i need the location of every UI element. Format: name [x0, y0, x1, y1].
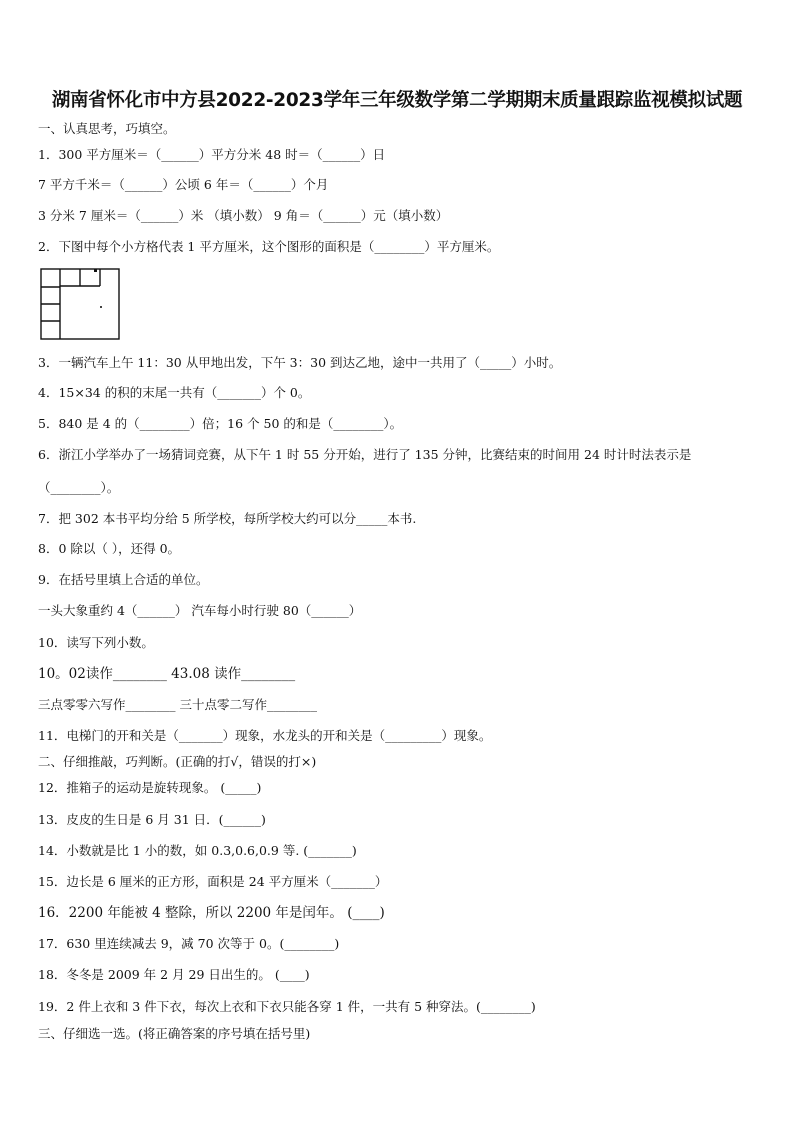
question-1-line-1: 1．300 平方厘米＝（______）平方分米 48 时＝（______）日	[38, 147, 386, 162]
question-2: 2．下图中每个小方格代表 1 平方厘米，这个图形的面积是（________）平方厘米。	[38, 239, 500, 254]
question-3: 3．一辆汽车上午 11：30 从甲地出发，下午 3：30 到达乙地，途中一共用了（_____）小时。	[38, 355, 562, 370]
area-grid-figure	[40, 268, 120, 340]
question-9: 9．在括号里填上合适的单位。	[38, 572, 209, 587]
question-4: 4．15×34 的积的末尾一共有（_______）个 0。	[38, 385, 311, 400]
section-2-heading: 二、仔细推敲，巧判断。(正确的打√，错误的打×)	[38, 754, 317, 769]
question-11: 11．电梯门的开和关是（_______）现象，水龙头的开和关是（_________）现象。	[38, 728, 492, 743]
question-16: 16．2200 年能被 4 整除，所以 2200 年是闰年。 (____)	[38, 905, 385, 921]
question-7: 7．把 302 本书平均分给 5 所学校，每所学校大约可以分_____本书.	[38, 511, 417, 526]
question-5: 5．840 是 4 的（________）倍；16 个 50 的和是（________）。	[38, 416, 403, 431]
question-8: 8．0 除以（ ），还得 0。	[38, 541, 181, 556]
question-18: 18．冬冬是 2009 年 2 月 29 日出生的。 (____)	[38, 967, 310, 982]
question-15: 15．边长是 6 厘米的正方形，面积是 24 平方厘米（_______）	[38, 874, 388, 889]
question-1-line-3: 3 分米 7 厘米＝（______）米 （填小数） 9 角＝（______）元（填小数）	[38, 208, 449, 223]
section-3-heading: 三、仔细选一选。(将正确答案的序号填在括号里)	[38, 1026, 311, 1041]
question-1-line-2: 7 平方千米＝（______）公顷 6 年＝（______）个月	[38, 177, 329, 192]
question-10-line-1: 10。02读作________ 43.08 读作________	[38, 666, 296, 682]
question-12: 12．推箱子的运动是旋转现象。 (_____)	[38, 780, 262, 795]
section-1-heading: 一、认真思考，巧填空。	[38, 121, 176, 136]
question-9-items: 一头大象重约 4（______） 汽车每小时行驶 80（______）	[38, 603, 362, 618]
question-10: 10．读写下列小数。	[38, 635, 154, 650]
question-6-line-1: 6．浙江小学举办了一场猜词竞赛，从下午 1 时 55 分开始，进行了 135 分钟，比赛结束的时间用 24 时计时法表示是	[38, 447, 692, 462]
question-13: 13．皮皮的生日是 6 月 31 日．(______)	[38, 812, 266, 827]
question-10-line-2: 三点零零六写作________ 三十点零二写作________	[38, 697, 317, 712]
question-14: 14．小数就是比 1 小的数，如 0.3,0.6,0.9 等. (_______)	[38, 843, 357, 858]
question-19: 19．2 件上衣和 3 件下衣，每次上衣和下衣只能各穿 1 件，一共有 5 种穿法。(________)	[38, 999, 536, 1014]
question-17: 17．630 里连续减去 9，减 70 次等于 0。(________)	[38, 936, 340, 951]
page-title: 湖南省怀化市中方县2022-2023学年三年级数学第二学期期末质量跟踪监视模拟试题	[51, 90, 743, 111]
question-6-line-2: （________）。	[38, 480, 120, 495]
